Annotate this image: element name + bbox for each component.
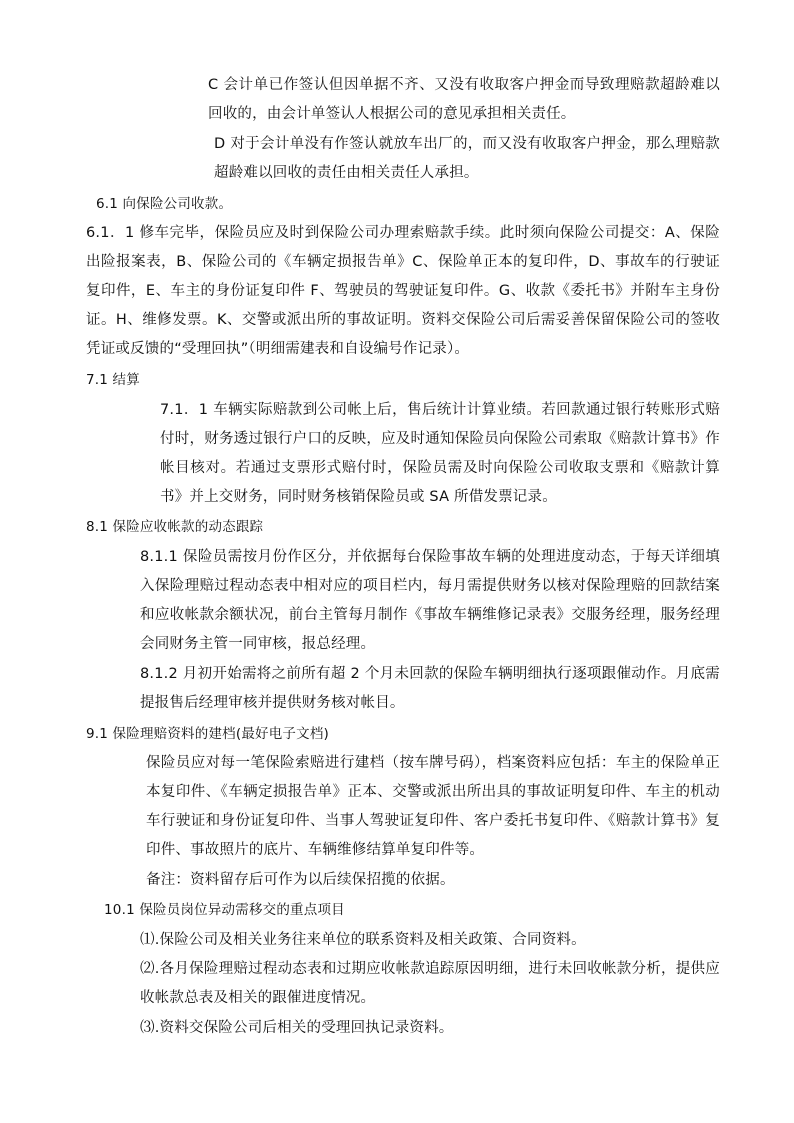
section-heading-9-1: 9.1 保险理赔资料的建档(最好电子文档) xyxy=(86,726,329,742)
section-9-1-body: 保险员应对每一笔保险索赔进行建档（按车牌号码），档案资料应包括：车主的保险单正本复印件、《车辆定损报告单》正本、交警或派出所出具的事故证明复印件、车主的机动车行驶证和身份证复印件、当事人驾驶证复印件、客户委托书复印件、《赔款计算书》复印件、事故照片的底片、车辆维修结算单复印件等。 xyxy=(146,755,720,858)
section-heading-8-1: 8.1 保险应收帐款的动态跟踪 xyxy=(86,519,264,535)
clause-d: D 对于会计单没有作签认就放车出厂的，而又没有收取客户押金，那么理赔款超龄难以回收的责任由相关责任人承担。 xyxy=(214,136,720,181)
section-8-1-1: 8.1.1 保险员需按月份作区分，并依据每台保险事故车辆的处理进度动态，于每天详细填入保险理赔过程动态表中相对应的项目栏内，每月需提供财务以核对保险理赔的回款结案和应收帐款余额状况，前台主管每月制作《事故车辆维修记录表》交服务经理，服务经理会同财务主管一同审核，报总经理。 xyxy=(140,549,720,652)
handover-item-1: ⑴.保险公司及相关业务往来单位的联系资料及相关政策、合同资料。 xyxy=(140,932,586,948)
clause-c: C 会计单已作签认但因单据不齐、又没有收取客户押金而导致理赔款超龄难以回收的，由会计单签认人根据公司的意见承担相关责任。 xyxy=(208,77,720,122)
section-9-1-note: 备注：资料留存后可作为以后续保招揽的依据。 xyxy=(146,872,455,888)
handover-item-2: ⑵.各月保险理赔过程动态表和过期应收帐款追踪原因明细，进行未回收帐款分析，提供应收帐款总表及相关的跟催进度情况。 xyxy=(140,961,720,1006)
section-6-1-1: 6.1．1 修车完毕，保险员应及时到保险公司办理索赔款手续。此时须向保险公司提交：A、保险出险报案表，B、保险公司的《车辆定损报告单》C、保险单正本的复印件，D、事故车的行驶证复印件，E、车主的身份证复印件 F、驾驶员的驾驶证复印件。G、收款《委托书》并附车主身份证。H、维修发票。K、交警或派出所的事故证明。资料交保险公司后需妥善保留保险公司的签收凭证或反馈的“受理回执”（明细需建表和自设编号作记录）。 xyxy=(86,225,720,357)
handover-item-3: ⑶.资料交保险公司后相关的受理回执记录资料。 xyxy=(140,1020,454,1036)
section-heading-7-1: 7.1 结算 xyxy=(86,372,140,388)
section-8-1-2: 8.1.2 月初开始需将之前所有超 2 个月未回款的保险车辆明细执行逐项跟催动作。月底需提报售后经理审核并提供财务核对帐目。 xyxy=(140,666,720,711)
section-heading-6-1: 6.1 向保险公司收款。 xyxy=(96,196,233,212)
section-heading-10-1: 10.1 保险员岗位异动需移交的重点项目 xyxy=(104,902,345,918)
section-7-1-1: 7.1．1 车辆实际赔款到公司帐上后，售后统计计算业绩。若回款通过银行转账形式赔付时，财务透过银行户口的反映，应及时通知保险员向保险公司索取《赔款计算书》作帐目核对。若通过支票形式赔付时，保险员需及时向保险公司收取支票和《赔款计算书》并上交财务，同时财务核销保险员或 SA 所借发票记录。 xyxy=(160,402,720,505)
